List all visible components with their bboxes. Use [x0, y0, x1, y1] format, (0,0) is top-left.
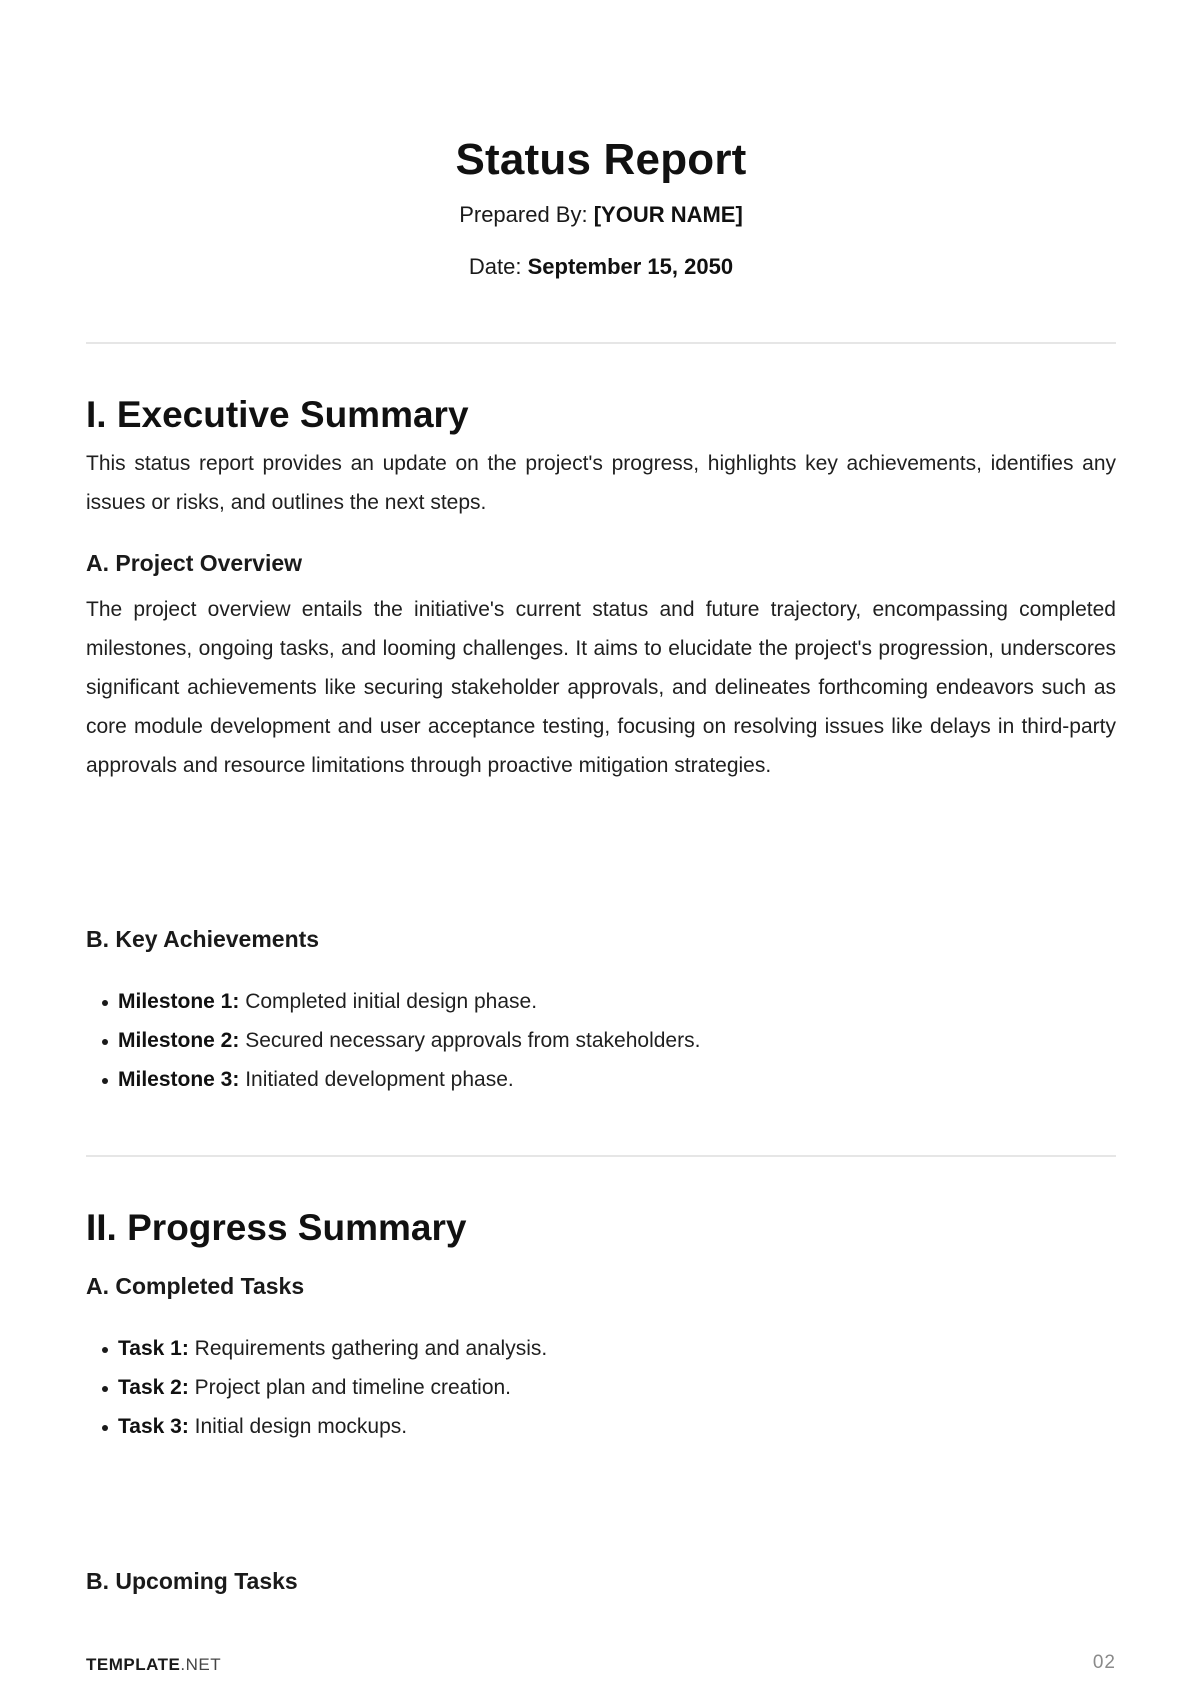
completed-tasks-heading: A. Completed Tasks: [86, 1273, 305, 1299]
key-achievements-section: [86, 924, 1116, 1099]
template-logo: [86, 1655, 221, 1675]
completed-tasks-list: [86, 1329, 1116, 1446]
upcoming-tasks-section: [86, 1566, 1116, 1596]
list-item: [102, 1368, 1116, 1407]
logo-light-text: .NET: [180, 1655, 222, 1674]
list-item-label: Milestone 2:: [118, 1029, 240, 1052]
section-divider: [86, 1155, 1116, 1157]
key-achievements-list: [86, 982, 1116, 1099]
list-item-text: Completed initial design phase.: [239, 990, 538, 1013]
list-item-label: Task 3:: [118, 1415, 189, 1438]
list-item: [102, 1060, 1116, 1099]
list-item-label: Task 1:: [118, 1337, 189, 1360]
list-item-label: Task 2:: [118, 1376, 189, 1399]
date-line: [86, 252, 1116, 282]
list-item-text: Initial design mockups.: [188, 1415, 408, 1438]
executive-summary-section: [86, 392, 1116, 785]
list-item-text: Initiated development phase.: [239, 1068, 514, 1091]
list-item-label: Milestone 3:: [118, 1068, 240, 1091]
date-label: Date:: [468, 254, 528, 279]
list-item-text: Project plan and timeline creation.: [188, 1376, 512, 1399]
list-item-text: Secured necessary approvals from stakeholders.: [239, 1029, 701, 1052]
prepared-by-line: [86, 200, 1116, 230]
key-achievements-heading: B. Key Achievements: [86, 926, 320, 952]
header-divider: [86, 342, 1116, 344]
list-item: [102, 1407, 1116, 1446]
upcoming-tasks-heading: B. Upcoming Tasks: [86, 1568, 298, 1594]
project-overview-text: The project overview entails the initiative's current status and future trajectory, encompassing completed milestones, ongoing tasks, and looming challenges. It aims to elucidate the project's progression, underscores significant achievements like securing stakeholder approvals, and delineates forthcoming endeavors such as core module development and user acceptance testing, focusing on resolving issues like delays in third-party approvals and resource limitations through proactive mitigation strategies.: [86, 598, 1116, 777]
page-title: Status Report: [455, 135, 747, 184]
progress-summary-section: [86, 1205, 1116, 1446]
document-page: [86, 0, 1116, 1697]
prepared-by-label: Prepared By:: [459, 202, 594, 227]
executive-summary-intro: This status report provides an update on the project's progress, highlights key achievements, identifies any issues or risks, and outlines the next steps.: [86, 452, 1116, 514]
logo-strong-text: TEMPLATE: [86, 1655, 181, 1674]
list-item: [102, 1021, 1116, 1060]
executive-summary-heading: I. Executive Summary: [86, 394, 469, 435]
report-header: [86, 132, 1116, 282]
page-number: 02: [1092, 1652, 1116, 1673]
list-item-text: Requirements gathering and analysis.: [188, 1337, 548, 1360]
list-item: [102, 1329, 1116, 1368]
prepared-by-value: [YOUR NAME]: [593, 202, 743, 227]
progress-summary-heading: II. Progress Summary: [86, 1207, 467, 1248]
project-overview-heading: A. Project Overview: [86, 550, 303, 576]
list-item: [102, 982, 1116, 1021]
date-value: September 15, 2050: [527, 254, 734, 279]
list-item-label: Milestone 1:: [118, 990, 240, 1013]
